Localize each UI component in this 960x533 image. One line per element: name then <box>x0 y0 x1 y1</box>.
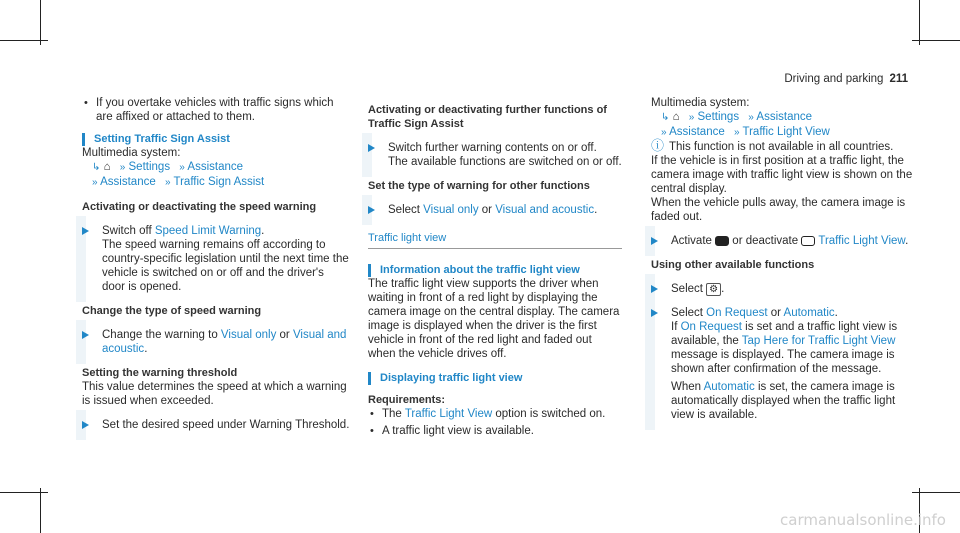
section-heading: Information about the traffic light view <box>368 263 622 277</box>
play-icon <box>368 144 375 152</box>
nav-path-2 <box>82 175 350 190</box>
nav-path <box>651 110 913 125</box>
step-text: or <box>276 329 293 341</box>
column-2 <box>368 103 622 441</box>
step-text: is set, the camera image is automatically displayed when the traffic light view is available. <box>671 381 896 421</box>
nav-settings[interactable]: Settings <box>128 161 171 173</box>
chevron-icon: » <box>179 162 185 173</box>
step-text: message is displayed. The camera image is shown after confirmation of the message. <box>671 349 895 375</box>
visual-only-link[interactable]: Visual only <box>220 329 277 341</box>
subheading: Set the type of warning for other functions <box>368 180 590 192</box>
multimedia-label: Multimedia system: <box>651 97 750 109</box>
step <box>82 328 350 356</box>
watermark: carmanualsonline.info <box>780 511 946 529</box>
paragraph: The traffic light view supports the driver when waiting in front of a red light by displaying the camera image on the central display. The camera image is displayed when the driver is the first vehicle in front of the red light and faded out when the vehicle drives off. <box>368 278 620 360</box>
crop-mark <box>0 40 48 41</box>
multimedia-label: Multimedia system: <box>82 147 181 159</box>
visual-and-acoustic-link[interactable]: Visual and acoustic <box>495 204 595 216</box>
step-text: . <box>144 343 148 355</box>
nav-assistance[interactable]: Assistance <box>756 111 813 123</box>
step <box>82 224 350 294</box>
step <box>368 141 622 169</box>
nav-settings[interactable]: Settings <box>697 111 740 123</box>
crop-mark <box>919 0 920 45</box>
step-text: When <box>671 381 704 393</box>
step-text: Select <box>671 283 707 295</box>
traffic-light-view-link[interactable]: Traffic Light View <box>818 235 906 247</box>
step-text: Set the desired speed under Warning Threshold. <box>102 419 350 431</box>
nav-assistance[interactable]: Assistance <box>100 176 156 188</box>
step <box>651 282 913 296</box>
step-text: Change the warning to <box>102 329 221 341</box>
step-text: Select <box>671 307 707 319</box>
list-item: • A traffic light view is available. <box>368 424 622 438</box>
chevron-icon: » <box>733 127 740 138</box>
step-text: Activate <box>671 235 716 247</box>
visual-and-acoustic-link[interactable]: Visual and acoustic <box>102 329 347 355</box>
section-title: Traffic light view <box>368 231 622 249</box>
page-header <box>784 72 908 86</box>
paragraph: This value determines the speed at which a warning is issued when exceeded. <box>82 381 347 407</box>
tap-here-link[interactable]: Tap Here for Traffic Light View <box>741 335 896 347</box>
section-heading: Setting Traffic Sign Assist <box>82 132 350 146</box>
step-text: or <box>767 307 784 319</box>
step-text: or <box>478 204 496 216</box>
subheading: Change the type of speed warning <box>82 305 262 317</box>
play-icon <box>651 237 658 245</box>
play-icon <box>82 227 89 235</box>
step-text: or deactivate <box>729 235 802 247</box>
chevron-icon: » <box>688 112 695 123</box>
paragraph: When the vehicle pulls away, the camera image is faded out. <box>651 197 906 223</box>
arrow-icon: ↳ <box>92 162 101 173</box>
column-1 <box>82 96 350 442</box>
traffic-light-view-link[interactable]: Traffic Light View <box>404 408 493 420</box>
crop-mark <box>912 40 960 41</box>
nav-traffic-light-view[interactable]: Traffic Light View <box>742 126 830 138</box>
arrow-icon: ↳ <box>661 112 670 123</box>
speed-limit-warning-link[interactable]: Speed Limit Warning <box>154 225 262 237</box>
step-text: . <box>905 235 909 247</box>
page-number: 211 <box>889 73 908 85</box>
visual-only-link[interactable]: Visual only <box>423 204 479 216</box>
step-description: The available functions are switched on or off. <box>388 156 622 168</box>
subheading: Using other available functions <box>651 259 815 271</box>
on-request-link[interactable]: On Request <box>706 307 768 319</box>
info-text: This function is not available in all countries. <box>669 141 894 153</box>
step <box>368 203 622 217</box>
gear-icon: ⚙ <box>706 283 721 296</box>
chevron-icon: » <box>748 112 754 123</box>
play-icon <box>82 331 89 339</box>
step-text: . <box>261 225 265 237</box>
requirements-label: Requirements: <box>368 394 446 406</box>
nav-assistance[interactable]: Assistance <box>187 161 244 173</box>
step-text: If <box>671 321 681 333</box>
automatic-link[interactable]: Automatic <box>703 381 755 393</box>
column-3 <box>651 96 913 432</box>
chevron-icon: » <box>164 177 171 188</box>
crop-mark <box>40 0 41 45</box>
chevron-icon: » <box>119 162 126 173</box>
section-title: Driving and parking <box>784 73 884 85</box>
play-icon <box>82 421 89 429</box>
step-description: The speed warning remains off according to country-specific legislation until the next time the vehicle is switched on or off and the driver's door is opened. <box>102 239 349 293</box>
list-item: • The Traffic Light View option is switched on. <box>368 407 622 421</box>
section-heading: Displaying traffic light view <box>368 371 622 385</box>
step <box>651 234 913 248</box>
home-icon: ⌂ <box>672 111 680 123</box>
automatic-link[interactable]: Automatic <box>783 307 835 319</box>
step <box>82 418 350 432</box>
on-request-link[interactable]: On Request <box>680 321 742 333</box>
info-icon: ⓘ <box>651 138 665 153</box>
step-text: is set and a traffic light view is available, the <box>671 321 898 347</box>
paragraph: If the vehicle is in first position at a traffic light, the camera image with traffic light view is shown on the central display. <box>651 155 913 195</box>
crop-mark <box>0 492 48 493</box>
step-text: . <box>721 283 725 295</box>
toggle-on-icon <box>715 236 729 246</box>
nav-traffic-sign-assist[interactable]: Traffic Sign Assist <box>173 176 265 188</box>
toggle-off-icon <box>801 236 815 246</box>
step-text: . <box>834 307 838 319</box>
nav-path-2 <box>651 125 913 140</box>
crop-mark <box>40 488 41 533</box>
subheading: Activating or deactivating the speed warning <box>82 201 317 213</box>
play-icon <box>368 206 375 214</box>
play-icon <box>651 285 658 293</box>
step-text: Select <box>388 204 424 216</box>
subheading: Activating or deactivating further functions of Traffic Sign Assist <box>368 104 607 130</box>
nav-assistance[interactable]: Assistance <box>669 126 725 138</box>
step-text: . <box>594 204 598 216</box>
list-item: • If you overtake vehicles with traffic signs which are affixed or attached to them. <box>82 96 350 124</box>
chevron-icon: » <box>92 177 98 188</box>
chevron-icon: » <box>661 127 667 138</box>
step <box>651 306 913 422</box>
crop-mark <box>912 492 960 493</box>
step-text: Switch off <box>102 225 155 237</box>
play-icon <box>651 309 658 317</box>
nav-path <box>82 160 350 175</box>
home-icon: ⌂ <box>103 161 111 173</box>
step-text: Switch further warning contents on or off. <box>388 142 597 154</box>
info-note <box>651 140 913 154</box>
subheading: Setting the warning threshold <box>82 367 238 379</box>
